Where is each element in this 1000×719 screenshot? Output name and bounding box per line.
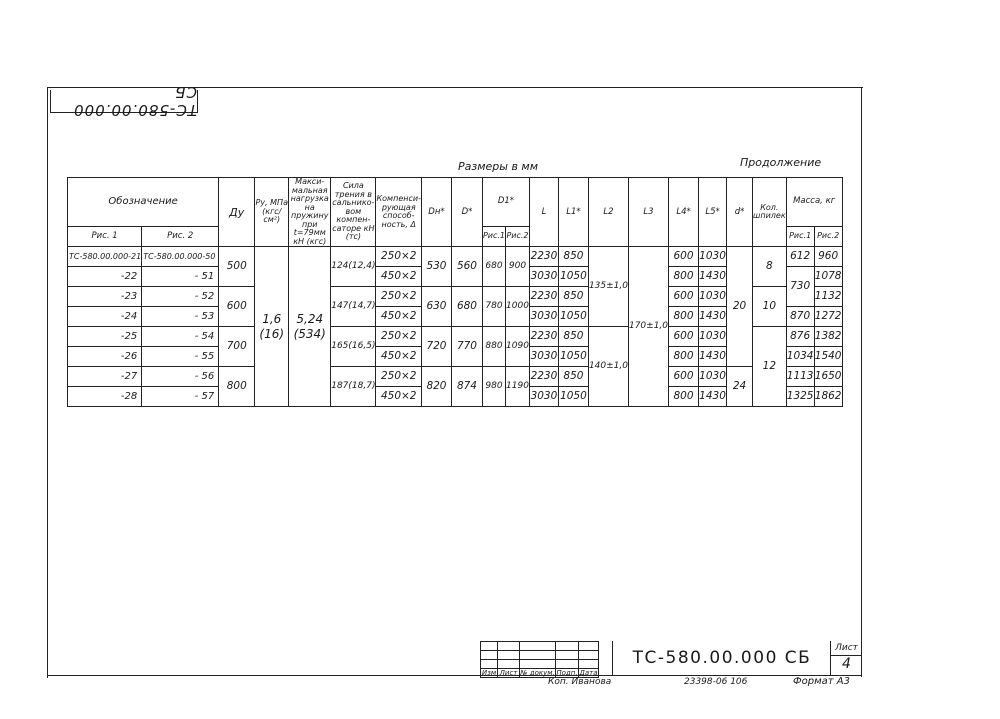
cell-l3: 170±1,0 bbox=[628, 247, 668, 407]
cell-dn: 820 bbox=[421, 367, 451, 407]
cell-l1: 1050 bbox=[558, 347, 588, 367]
header-bolts: Кол. шпилек bbox=[753, 178, 787, 247]
header-l2: L2 bbox=[588, 178, 628, 247]
continuation-label: Продолжение bbox=[740, 156, 822, 169]
cell-l5: 1030 bbox=[699, 247, 727, 267]
header-dn: Dн* bbox=[421, 178, 451, 247]
cell-friction: 147(14,7) bbox=[331, 287, 376, 327]
cell-mass1: 730 bbox=[786, 267, 814, 307]
table-row bbox=[68, 247, 843, 267]
archive-number: 23398-06 106 bbox=[684, 677, 748, 687]
cell-dy: 600 bbox=[219, 287, 255, 327]
cell-l: 3030 bbox=[529, 347, 558, 367]
cell-l1: 850 bbox=[558, 327, 588, 347]
cell-mass2: 1540 bbox=[814, 347, 842, 367]
revision-block bbox=[480, 641, 599, 678]
cell-fig1: -22 bbox=[68, 267, 142, 287]
cell-l2: 140±1,0 bbox=[588, 327, 628, 407]
header-py: Ру, МПа (кгс/см²) bbox=[255, 178, 289, 247]
table-row bbox=[68, 327, 843, 347]
cell-l4: 800 bbox=[669, 387, 699, 407]
cell-comp: 250×2 bbox=[376, 247, 421, 267]
cell-comp: 450×2 bbox=[376, 347, 421, 367]
rev-col-sign: Подп. bbox=[556, 669, 578, 677]
cell-l1: 850 bbox=[558, 367, 588, 387]
cell-friction: 124(12,4) bbox=[331, 247, 376, 287]
cell-fig1: -25 bbox=[68, 327, 142, 347]
cell-comp: 450×2 bbox=[376, 387, 421, 407]
cell-fig2: - 55 bbox=[142, 347, 219, 367]
frame-right-edge bbox=[861, 87, 862, 677]
size-note: Размеры в мм bbox=[458, 160, 539, 173]
header-d-small: d* bbox=[727, 178, 753, 247]
cell-dn: 630 bbox=[421, 287, 451, 327]
sheet-number: 4 bbox=[842, 656, 851, 672]
header-mass-fig1: Рис.1 bbox=[786, 226, 814, 246]
cell-l4: 600 bbox=[669, 367, 699, 387]
cell-mass1: 612 bbox=[786, 247, 814, 267]
cell-l4: 600 bbox=[669, 287, 699, 307]
header-d1-fig1: Рис.1 bbox=[482, 226, 505, 246]
header-d1-fig2: Рис.2 bbox=[506, 226, 530, 246]
cell-l5: 1030 bbox=[699, 287, 727, 307]
copied-by: Коп. Иванова bbox=[548, 677, 612, 687]
cell-comp: 250×2 bbox=[376, 327, 421, 347]
cell-l2: 135±1,0 bbox=[588, 247, 628, 327]
frame-bottom-edge bbox=[47, 675, 862, 676]
cell-dy: 500 bbox=[219, 247, 255, 287]
header-l1: L1* bbox=[558, 178, 588, 247]
header-friction: Сила трения в сальнико- вом компен- саторе кН (тс) bbox=[331, 178, 376, 247]
cell-comp: 250×2 bbox=[376, 287, 421, 307]
cell-py: 1,6 (16) bbox=[255, 247, 289, 407]
header-dy: Ду bbox=[219, 178, 255, 247]
cell-fig1: -24 bbox=[68, 307, 142, 327]
cell-friction: 187(18,7) bbox=[331, 367, 376, 407]
cell-l5: 1030 bbox=[699, 367, 727, 387]
cell-mass2: 960 bbox=[814, 247, 842, 267]
cell-mass1: 1113 bbox=[786, 367, 814, 387]
cell-l: 3030 bbox=[529, 267, 558, 287]
format-label: Формат А3 bbox=[793, 676, 850, 687]
cell-d: 680 bbox=[451, 287, 482, 327]
header-d1: D1* bbox=[482, 178, 529, 227]
cell-d1-fig1: 680 bbox=[482, 247, 505, 287]
header-mass-fig2: Рис.2 bbox=[814, 226, 842, 246]
cell-l1: 850 bbox=[558, 287, 588, 307]
cell-d-small: 20 bbox=[727, 247, 753, 367]
cell-d: 560 bbox=[451, 247, 482, 287]
sheet-label: Лист bbox=[831, 641, 862, 656]
sheet-number-box bbox=[830, 641, 862, 675]
cell-fig2: - 52 bbox=[142, 287, 219, 307]
cell-mass1: 870 bbox=[786, 307, 814, 327]
cell-mass2: 1132 bbox=[814, 287, 842, 307]
cell-fig2: ТС-580.00.000-50 bbox=[142, 247, 219, 267]
cell-fig2: - 56 bbox=[142, 367, 219, 387]
cell-comp: 450×2 bbox=[376, 267, 421, 287]
cell-d1-fig2: 1000 bbox=[506, 287, 530, 327]
spec-table bbox=[67, 177, 843, 407]
cell-dn: 720 bbox=[421, 327, 451, 367]
cell-d1-fig1: 980 bbox=[482, 367, 505, 407]
header-d: D* bbox=[451, 178, 482, 247]
cell-fig1: -28 bbox=[68, 387, 142, 407]
cell-d1-fig2: 1090 bbox=[506, 327, 530, 367]
cell-l5: 1430 bbox=[699, 347, 727, 367]
cell-mass2: 1078 bbox=[814, 267, 842, 287]
inverted-code-stamp: ТС-580.00.000 СБ bbox=[50, 90, 198, 113]
cell-comp: 250×2 bbox=[376, 367, 421, 387]
cell-d1-fig1: 780 bbox=[482, 287, 505, 327]
cell-bolts: 10 bbox=[753, 287, 787, 327]
cell-l1: 850 bbox=[558, 247, 588, 267]
cell-d: 874 bbox=[451, 367, 482, 407]
rev-col-sheet: Лист bbox=[498, 669, 520, 678]
cell-friction: 165(16,5) bbox=[331, 327, 376, 367]
cell-l: 3030 bbox=[529, 307, 558, 327]
header-mass: Масса, кг bbox=[786, 178, 842, 227]
cell-d1-fig1: 880 bbox=[482, 327, 505, 367]
rev-col-date: Дата bbox=[579, 669, 598, 677]
header-l5: L5* bbox=[699, 178, 727, 247]
cell-fig1: -26 bbox=[68, 347, 142, 367]
header-l: L bbox=[529, 178, 558, 247]
rev-col-doc: № докум. bbox=[520, 669, 555, 677]
cell-mass1: 876 bbox=[786, 327, 814, 347]
cell-max-load: 5,24 (534) bbox=[289, 247, 331, 407]
cell-l: 2230 bbox=[529, 247, 558, 267]
cell-dy: 700 bbox=[219, 327, 255, 367]
cell-fig1: ТС-580.00.000-21 bbox=[68, 247, 142, 267]
cell-fig2: - 54 bbox=[142, 327, 219, 347]
cell-l5: 1430 bbox=[699, 387, 727, 407]
cell-mass2: 1650 bbox=[814, 367, 842, 387]
header-fig1: Рис. 1 bbox=[68, 226, 142, 246]
cell-l4: 800 bbox=[669, 347, 699, 367]
cell-l4: 600 bbox=[669, 247, 699, 267]
cell-l: 2230 bbox=[529, 327, 558, 347]
rev-col-change: Изм bbox=[481, 669, 497, 677]
cell-l1: 1050 bbox=[558, 267, 588, 287]
header-l4: L4* bbox=[669, 178, 699, 247]
cell-l5: 1430 bbox=[699, 267, 727, 287]
cell-fig2: - 51 bbox=[142, 267, 219, 287]
table-row bbox=[68, 367, 843, 387]
header-compensating: Компенси- рующая способ- ность, Δ bbox=[376, 178, 421, 247]
cell-d: 770 bbox=[451, 327, 482, 367]
cell-bolts: 8 bbox=[753, 247, 787, 287]
cell-dy: 800 bbox=[219, 367, 255, 407]
cell-l: 3030 bbox=[529, 387, 558, 407]
cell-l: 2230 bbox=[529, 287, 558, 307]
header-designation: Обозначение bbox=[68, 178, 219, 227]
cell-mass2: 1382 bbox=[814, 327, 842, 347]
cell-d1-fig2: 900 bbox=[506, 247, 530, 287]
header-fig2: Рис. 2 bbox=[142, 226, 219, 246]
cell-d1-fig2: 1190 bbox=[506, 367, 530, 407]
cell-d-small: 24 bbox=[727, 367, 753, 407]
cell-mass2: 1272 bbox=[814, 307, 842, 327]
cell-dn: 530 bbox=[421, 247, 451, 287]
cell-fig1: -27 bbox=[68, 367, 142, 387]
cell-mass1: 1034 bbox=[786, 347, 814, 367]
header-max-load: Макси- мальная нагрузка на пружину при t=79мм кН (кгс) bbox=[290, 177, 329, 246]
cell-l5: 1030 bbox=[699, 327, 727, 347]
cell-l5: 1430 bbox=[699, 307, 727, 327]
cell-fig2: - 57 bbox=[142, 387, 219, 407]
cell-fig2: - 53 bbox=[142, 307, 219, 327]
cell-bolts: 12 bbox=[753, 327, 787, 407]
cell-l1: 1050 bbox=[558, 387, 588, 407]
header-l3: L3 bbox=[628, 178, 668, 247]
cell-fig1: -23 bbox=[68, 287, 142, 307]
cell-mass2: 1862 bbox=[814, 387, 842, 407]
cell-l1: 1050 bbox=[558, 307, 588, 327]
document-code: ТС-580.00.000 СБ bbox=[612, 641, 831, 675]
cell-l: 2230 bbox=[529, 367, 558, 387]
cell-mass1: 1325 bbox=[786, 387, 814, 407]
cell-l4: 600 bbox=[669, 327, 699, 347]
cell-comp: 450×2 bbox=[376, 307, 421, 327]
cell-l4: 800 bbox=[669, 307, 699, 327]
cell-l4: 800 bbox=[669, 267, 699, 287]
table-row bbox=[68, 287, 843, 307]
